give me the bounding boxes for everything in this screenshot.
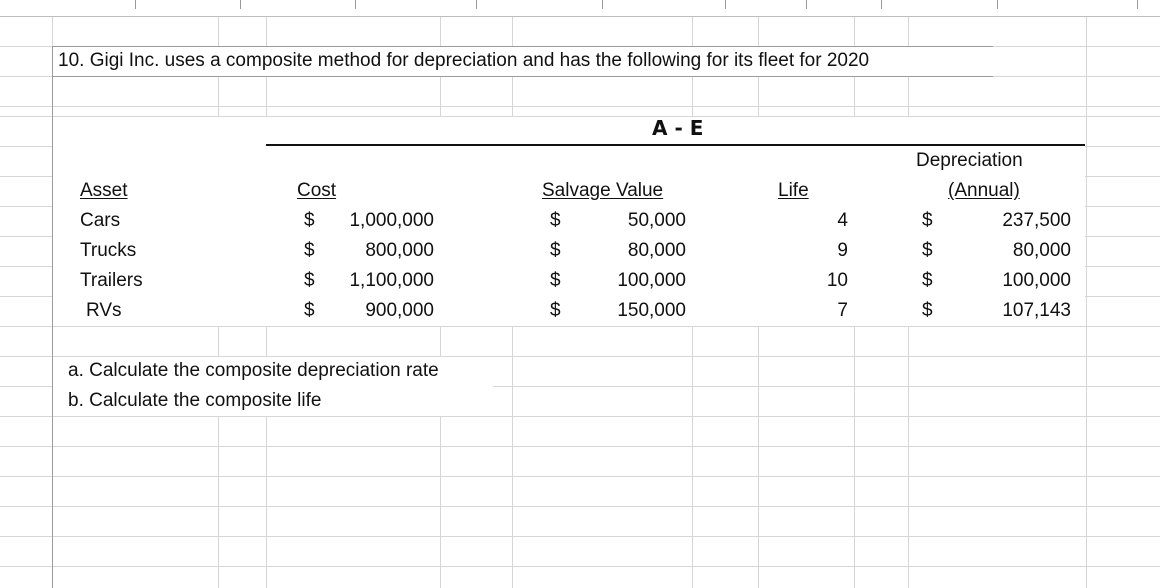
depreciation-value: 107,143 (1002, 300, 1071, 321)
salvage-value: 100,000 (617, 270, 686, 291)
currency-symbol: $ (550, 270, 561, 291)
asset-name: Trailers (80, 270, 143, 291)
question-a: a. Calculate the composite depreciation rate (68, 360, 439, 381)
salvage-value: 50,000 (627, 210, 686, 231)
depreciation-header-line2: (Annual) (948, 180, 1020, 201)
currency-symbol: $ (304, 210, 315, 231)
asset-name: Cars (80, 210, 121, 231)
salvage-value: 150,000 (617, 300, 686, 321)
life-value: 4 (837, 210, 848, 231)
salvage-value: 80,000 (627, 240, 686, 261)
currency-symbol: $ (550, 300, 561, 321)
problem-statement: 10. Gigi Inc. uses a composite method for depreciation and has the following for its fleet for 2020 (58, 50, 870, 71)
currency-symbol: $ (922, 300, 933, 321)
life-value: 10 (826, 270, 848, 291)
currency-symbol: $ (922, 240, 933, 261)
asset-header: Asset (80, 180, 128, 201)
column-header-strip (0, 0, 1160, 17)
depreciation-value: 100,000 (1002, 270, 1071, 291)
question-b: b. Calculate the composite life (68, 390, 322, 411)
currency-symbol: $ (304, 300, 315, 321)
salvage-value-header: Salvage Value (542, 180, 664, 201)
heading-rule (266, 144, 1085, 146)
currency-symbol: $ (922, 210, 933, 231)
currency-symbol: $ (304, 240, 315, 261)
currency-symbol: $ (550, 210, 561, 231)
cost-header: Cost (297, 180, 337, 201)
life-value: 7 (837, 300, 848, 321)
cost-value: 1,000,000 (349, 210, 434, 231)
section-heading: A - E (652, 116, 704, 140)
depreciation-header-line1: Depreciation (916, 150, 1023, 171)
asset-name: RVs (86, 300, 122, 321)
asset-name: Trucks (80, 240, 137, 261)
cost-value: 800,000 (365, 240, 434, 261)
life-header: Life (778, 180, 809, 201)
cost-value: 900,000 (365, 300, 434, 321)
cost-value: 1,100,000 (349, 270, 434, 291)
depreciation-value: 237,500 (1002, 210, 1071, 231)
currency-symbol: $ (304, 270, 315, 291)
life-value: 9 (837, 240, 848, 261)
depreciation-value: 80,000 (1012, 240, 1071, 261)
currency-symbol: $ (922, 270, 933, 291)
currency-symbol: $ (550, 240, 561, 261)
